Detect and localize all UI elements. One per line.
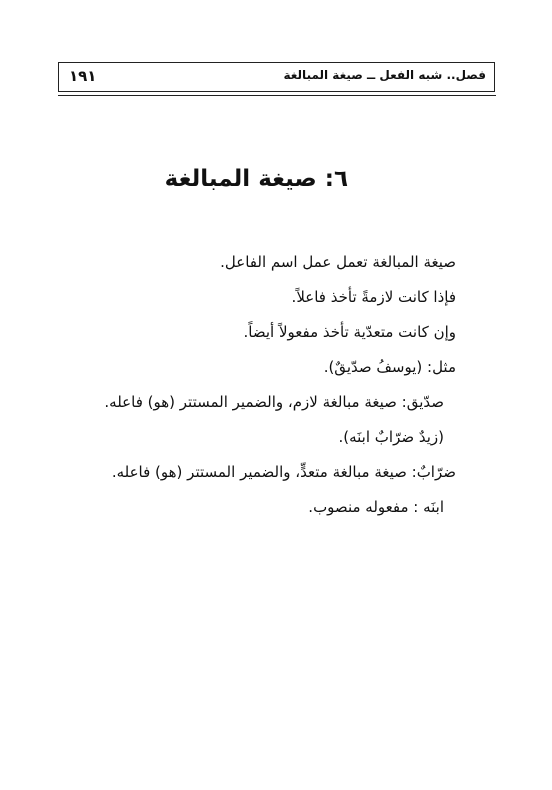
body-line-3: وإن كانت متعدّية تأخذ مفعولاً أيضاً. — [243, 323, 456, 341]
body-text — [96, 252, 456, 532]
header-title: فصل.. شبه الفعل ــ صيغة المبالغة — [283, 68, 486, 82]
page-number: ١٩١ — [69, 67, 97, 85]
running-header — [58, 62, 495, 92]
body-line-8: ابنَه : مفعوله منصوب. — [308, 498, 444, 516]
body-line-2: فإذا كانت لازمةً تأخذ فاعلاً. — [291, 288, 456, 306]
body-line-1: صيغة المبالغة تعمل عمل اسم الفاعل. — [220, 253, 456, 271]
section-heading: ٦: صيغة المبالغة — [164, 166, 348, 192]
body-line-7: ضرّابٌ: صيغة مبالغة متعدٍّ، والضمير المستتر (هو) فاعله. — [111, 463, 456, 481]
body-line-5: صدّيق: صيغة مبالغة لازم، والضمير المستتر (هو) فاعله. — [104, 393, 444, 411]
body-line-6: (زيدٌ ضرّابٌ ابنَه). — [338, 428, 444, 446]
body-line-4: مثل: (يوسفُ صدّيقٌ). — [323, 358, 456, 376]
